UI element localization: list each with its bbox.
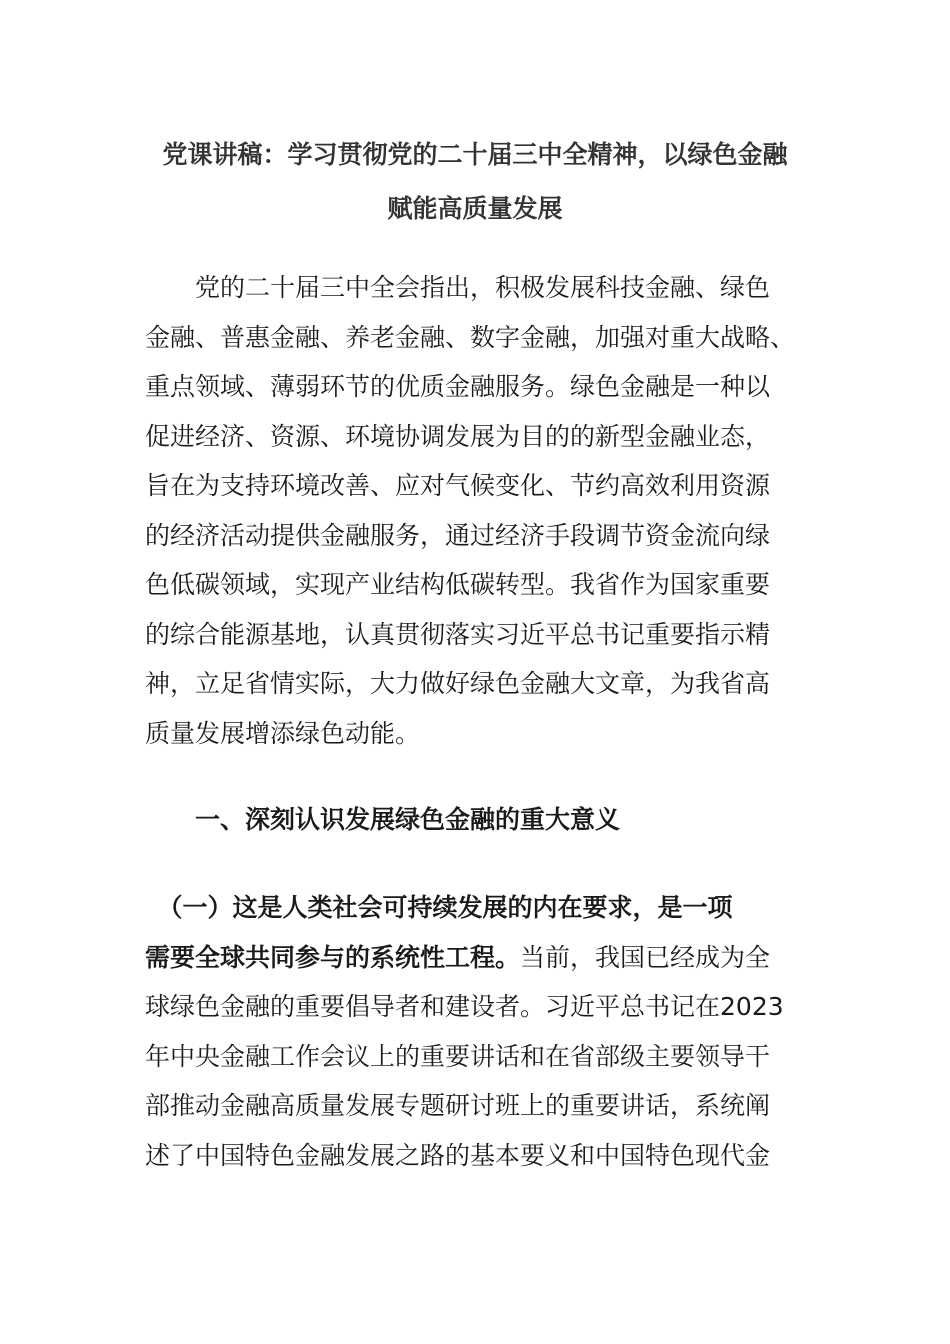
paragraph-line: 年中央金融工作会议上的重要讲话和在省部级主要领导干 xyxy=(145,1041,771,1071)
title-line: 赋能高质量发展 xyxy=(387,194,563,223)
paragraph-line: 神，立足省情实际，大力做好绿色金融大文章，为我省高 xyxy=(145,669,771,698)
paragraph-line xyxy=(145,933,815,983)
paragraph-line: 的经济活动提供金融服务，通过经济手段调节资金流向绿 xyxy=(145,520,771,550)
paragraph-line: 党的二十届三中全会指出，积极发展科技金融、绿色 xyxy=(145,273,771,302)
paragraph-line: 质量发展增添绿色动能。 xyxy=(145,718,421,748)
section-paragraph xyxy=(145,883,815,1180)
bold-lead-text: 需要全球共同参与的系统性工程。 xyxy=(145,942,521,972)
paragraph-line: 重点领域、薄弱环节的优质金融服务。绿色金融是一种以 xyxy=(145,372,771,401)
paragraph-line: 球绿色金融的重要倡导者和建设者。习近平总书记在2023 xyxy=(145,992,784,1021)
intro-paragraph xyxy=(145,263,815,758)
paragraph-line: 旨在为支持环境改善、应对气候变化、节约高效利用资源 xyxy=(145,471,771,500)
paragraph-text: 当前，我国已经成为全 xyxy=(520,942,771,972)
paragraph-line: 部推动金融高质量发展专题研讨班上的重要讲话，系统阐 xyxy=(145,1091,771,1120)
paragraph-line: 的综合能源基地，认真贯彻落实习近平总书记重要指示精 xyxy=(145,619,771,649)
document-title xyxy=(120,128,830,236)
paragraph-line: 述了中国特色金融发展之路的基本要义和中国特色现代金 xyxy=(145,1140,771,1170)
paragraph-line: 金融、普惠金融、养老金融、数字金融，加强对重大战略、 xyxy=(145,322,796,352)
section-heading: 一、深刻认识发展绿色金融的重大意义 xyxy=(195,805,621,834)
title-line: 党课讲稿：学习贯彻党的二十届三中全精神，以绿色金融 xyxy=(162,140,788,169)
bold-lead-line: （一）这是人类社会可持续发展的内在要求，是一项 xyxy=(145,893,733,922)
paragraph-line: 促进经济、资源、环境协调发展为目的的新型金融业态， xyxy=(145,421,771,451)
paragraph-line: 色低碳领域，实现产业结构低碳转型。我省作为国家重要 xyxy=(145,570,771,599)
